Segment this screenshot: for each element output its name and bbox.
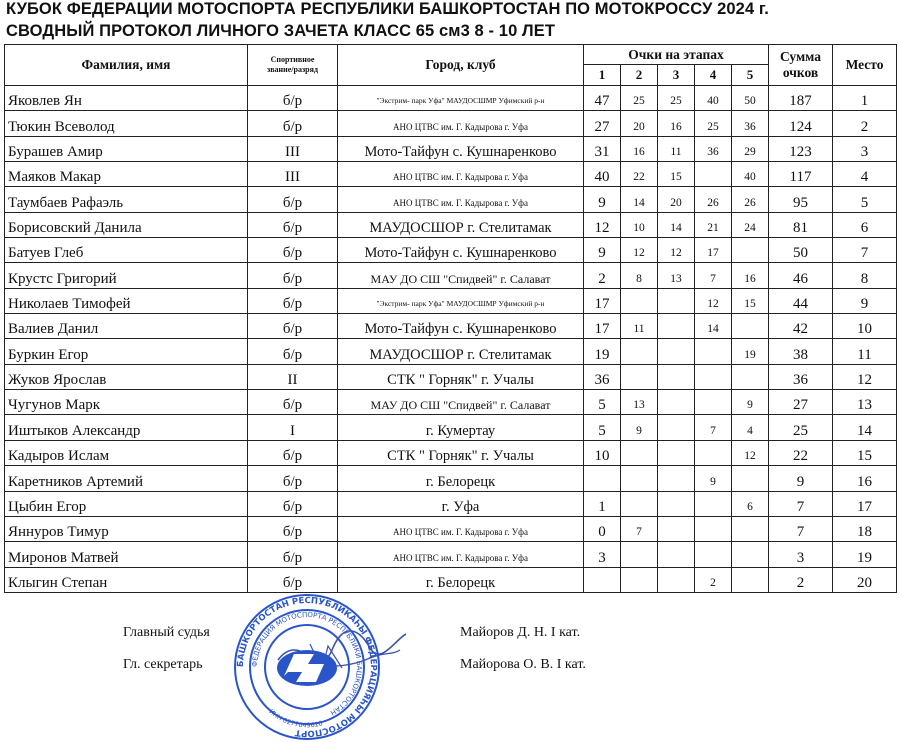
stage-5-score-cell: 26 <box>732 187 769 212</box>
stage-4-score-cell: 14 <box>695 314 732 339</box>
athlete-club-cell: СТК " Горняк" г. Учалы <box>338 440 584 465</box>
stage-5-score-cell: 24 <box>732 212 769 237</box>
organization-stamp <box>232 592 382 742</box>
stage-3-score-cell <box>658 415 695 440</box>
athlete-rank-cell: III <box>248 162 338 187</box>
stage-5-score-cell: 40 <box>732 162 769 187</box>
stage-5-score-cell: 9 <box>732 390 769 415</box>
stage-3-score-cell: 14 <box>658 212 695 237</box>
stage-1-score-cell: 17 <box>584 314 621 339</box>
athlete-rank-cell: I <box>248 415 338 440</box>
table-row <box>5 567 897 592</box>
athlete-name-cell: Валиев Данил <box>5 314 248 339</box>
stage-4-score-cell: 7 <box>695 263 732 288</box>
athlete-club-cell: Мото-Тайфун с. Кушнаренково <box>338 238 584 263</box>
stage-3-score-cell <box>658 542 695 567</box>
athlete-rank-cell: б/р <box>248 440 338 465</box>
header-stage-4: 4 <box>695 65 732 86</box>
header-name: Фамилия, имя <box>5 45 248 86</box>
total-points-cell: 50 <box>769 238 833 263</box>
stage-1-score-cell: 5 <box>584 415 621 440</box>
stage-5-score-cell <box>732 364 769 389</box>
athlete-name-cell: Клыгин Степан <box>5 567 248 592</box>
stage-3-score-cell: 16 <box>658 111 695 136</box>
stage-5-score-cell <box>732 542 769 567</box>
stage-4-score-cell <box>695 339 732 364</box>
stage-5-score-cell: 29 <box>732 136 769 161</box>
table-row <box>5 162 897 187</box>
chief-judge-label: Главный судья <box>123 625 210 640</box>
table-body <box>5 86 897 593</box>
table-row <box>5 390 897 415</box>
stage-3-score-cell <box>658 314 695 339</box>
stage-2-score-cell <box>621 440 658 465</box>
athlete-rank-cell: б/р <box>248 263 338 288</box>
place-cell: 18 <box>833 516 897 541</box>
stage-2-score-cell <box>621 364 658 389</box>
athlete-name-cell: Цыбин Егор <box>5 491 248 516</box>
protocol-title: КУБОК ФЕДЕРАЦИИ МОТОСПОРТА РЕСПУБЛИКИ БАШКОРТОСТАН ПО МОТОКРОССУ 2024 г. <box>6 0 769 18</box>
stage-2-score-cell: 14 <box>621 187 658 212</box>
stamp-inn-text: ИНН 0277049616 <box>267 707 324 730</box>
stage-1-score-cell: 10 <box>584 440 621 465</box>
stage-3-score-cell: 11 <box>658 136 695 161</box>
stage-5-score-cell <box>732 516 769 541</box>
stage-1-score-cell: 47 <box>584 86 621 111</box>
stage-5-score-cell: 19 <box>732 339 769 364</box>
athlete-name-cell: Маяков Макар <box>5 162 248 187</box>
stage-5-score-cell: 4 <box>732 415 769 440</box>
athlete-rank-cell: б/р <box>248 288 338 313</box>
stage-5-score-cell: 50 <box>732 86 769 111</box>
stage-5-score-cell <box>732 466 769 491</box>
athlete-rank-cell: III <box>248 136 338 161</box>
stage-4-score-cell <box>695 162 732 187</box>
total-points-cell: 3 <box>769 542 833 567</box>
stage-4-score-cell: 12 <box>695 288 732 313</box>
athlete-club-cell: АНО ЦТВС им. Г. Кадырова г. Уфа <box>338 187 584 212</box>
stage-2-score-cell: 20 <box>621 111 658 136</box>
stage-2-score-cell: 22 <box>621 162 658 187</box>
stage-2-score-cell <box>621 339 658 364</box>
place-cell: 19 <box>833 542 897 567</box>
athlete-name-cell: Иштыков Александр <box>5 415 248 440</box>
total-points-cell: 95 <box>769 187 833 212</box>
stage-2-score-cell <box>621 542 658 567</box>
stage-2-score-cell: 7 <box>621 516 658 541</box>
protocol-subtitle: СВОДНЫЙ ПРОТОКОЛ ЛИЧНОГО ЗАЧЕТА КЛАСС 65 см3 8 - 10 ЛЕТ <box>6 22 556 40</box>
header-stage-1: 1 <box>584 65 621 86</box>
athlete-club-cell: АНО ЦТВС им. Г. Кадырова г. Уфа <box>338 542 584 567</box>
stage-1-score-cell: 36 <box>584 364 621 389</box>
place-cell: 6 <box>833 212 897 237</box>
total-points-cell: 123 <box>769 136 833 161</box>
athlete-name-cell: Бурашев Амир <box>5 136 248 161</box>
stage-4-score-cell: 40 <box>695 86 732 111</box>
stamp-inner-text: ФЕДЕРАЦИЯ МОТОСПОРТА РЕСПУБЛИКИ БАШКОРТОСТАН <box>250 610 364 717</box>
stage-2-score-cell <box>621 491 658 516</box>
header-stages: Очки на этапах <box>584 45 769 65</box>
athlete-club-cell: СТК " Горняк" г. Учалы <box>338 364 584 389</box>
table-row <box>5 212 897 237</box>
place-cell: 13 <box>833 390 897 415</box>
stage-3-score-cell: 25 <box>658 86 695 111</box>
stage-1-score-cell: 12 <box>584 212 621 237</box>
stage-4-score-cell: 26 <box>695 187 732 212</box>
place-cell: 14 <box>833 415 897 440</box>
results-table <box>4 44 897 593</box>
athlete-club-cell: Мото-Тайфун с. Кушнаренково <box>338 136 584 161</box>
athlete-club-cell: АНО ЦТВС им. Г. Кадырова г. Уфа <box>338 516 584 541</box>
stage-1-score-cell: 17 <box>584 288 621 313</box>
stage-1-score-cell: 19 <box>584 339 621 364</box>
stage-4-score-cell <box>695 364 732 389</box>
table-row <box>5 466 897 491</box>
athlete-rank-cell: б/р <box>248 466 338 491</box>
total-points-cell: 7 <box>769 516 833 541</box>
athlete-rank-cell: б/р <box>248 542 338 567</box>
athlete-rank-cell: б/р <box>248 212 338 237</box>
stage-2-score-cell: 9 <box>621 415 658 440</box>
athlete-club-cell: "Экстрим- парк Уфа" МАУДОСШМР Уфимский р-н <box>338 86 584 111</box>
place-cell: 7 <box>833 238 897 263</box>
athlete-name-cell: Каретников Артемий <box>5 466 248 491</box>
total-points-cell: 7 <box>769 491 833 516</box>
stage-2-score-cell: 11 <box>621 314 658 339</box>
stage-3-score-cell <box>658 466 695 491</box>
stage-1-score-cell <box>584 567 621 592</box>
stage-4-score-cell <box>695 516 732 541</box>
place-cell: 15 <box>833 440 897 465</box>
header-total-line2: очков <box>782 65 819 80</box>
stage-1-score-cell: 9 <box>584 238 621 263</box>
athlete-rank-cell: б/р <box>248 86 338 111</box>
stage-1-score-cell <box>584 466 621 491</box>
stage-3-score-cell: 12 <box>658 238 695 263</box>
table-row <box>5 516 897 541</box>
place-cell: 2 <box>833 111 897 136</box>
total-points-cell: 117 <box>769 162 833 187</box>
stage-2-score-cell: 8 <box>621 263 658 288</box>
table-header <box>5 45 897 86</box>
stage-1-score-cell: 27 <box>584 111 621 136</box>
stage-1-score-cell: 2 <box>584 263 621 288</box>
stage-3-score-cell <box>658 364 695 389</box>
stage-4-score-cell: 21 <box>695 212 732 237</box>
stamp-outer-text: БАШКОРТОСТАН РЕСПУБЛИКАҺЫ ФЕДЕРАЦИЯҺЫ МОТОСПОРТ <box>235 595 379 739</box>
stage-1-score-cell: 0 <box>584 516 621 541</box>
place-cell: 8 <box>833 263 897 288</box>
stage-1-score-cell: 9 <box>584 187 621 212</box>
total-points-cell: 81 <box>769 212 833 237</box>
stage-3-score-cell <box>658 567 695 592</box>
stage-5-score-cell: 6 <box>732 491 769 516</box>
header-club: Город, клуб <box>338 45 584 86</box>
athlete-name-cell: Тюкин Всеволод <box>5 111 248 136</box>
place-cell: 11 <box>833 339 897 364</box>
athlete-rank-cell: II <box>248 364 338 389</box>
place-cell: 12 <box>833 364 897 389</box>
total-points-cell: 9 <box>769 466 833 491</box>
table-row <box>5 542 897 567</box>
place-cell: 20 <box>833 567 897 592</box>
athlete-rank-cell: б/р <box>248 491 338 516</box>
athlete-rank-cell: б/р <box>248 567 338 592</box>
stage-5-score-cell <box>732 567 769 592</box>
stage-3-score-cell <box>658 390 695 415</box>
stage-1-score-cell: 40 <box>584 162 621 187</box>
stage-4-score-cell <box>695 440 732 465</box>
stage-4-score-cell: 36 <box>695 136 732 161</box>
stage-2-score-cell <box>621 567 658 592</box>
stage-4-score-cell <box>695 542 732 567</box>
athlete-club-cell: МАУ ДО СШ "Спидвей" г. Салават <box>338 263 584 288</box>
table-row <box>5 491 897 516</box>
table-row <box>5 187 897 212</box>
total-points-cell: 27 <box>769 390 833 415</box>
stage-2-score-cell: 12 <box>621 238 658 263</box>
place-cell: 3 <box>833 136 897 161</box>
athlete-name-cell: Борисовский Данила <box>5 212 248 237</box>
stage-1-score-cell: 1 <box>584 491 621 516</box>
athlete-name-cell: Таумбаев Рафаэль <box>5 187 248 212</box>
header-place: Место <box>833 45 897 86</box>
stage-4-score-cell <box>695 491 732 516</box>
athlete-club-cell: г. Белорецк <box>338 466 584 491</box>
stage-1-score-cell: 5 <box>584 390 621 415</box>
header-rank <box>248 45 338 86</box>
athlete-club-cell: МАУ ДО СШ "Спидвей" г. Салават <box>338 390 584 415</box>
athlete-rank-cell: б/р <box>248 111 338 136</box>
stage-3-score-cell <box>658 491 695 516</box>
place-cell: 4 <box>833 162 897 187</box>
athlete-club-cell: г. Уфа <box>338 491 584 516</box>
stage-4-score-cell: 17 <box>695 238 732 263</box>
total-points-cell: 2 <box>769 567 833 592</box>
stage-1-score-cell: 31 <box>584 136 621 161</box>
athlete-name-cell: Николаев Тимофей <box>5 288 248 313</box>
total-points-cell: 187 <box>769 86 833 111</box>
athlete-club-cell: МАУДОСШОР г. Стелитамак <box>338 339 584 364</box>
stage-3-score-cell: 13 <box>658 263 695 288</box>
stage-2-score-cell <box>621 466 658 491</box>
place-cell: 10 <box>833 314 897 339</box>
table-row <box>5 86 897 111</box>
stage-5-score-cell <box>732 314 769 339</box>
total-points-cell: 38 <box>769 339 833 364</box>
total-points-cell: 46 <box>769 263 833 288</box>
athlete-name-cell: Миронов Матвей <box>5 542 248 567</box>
table-row <box>5 288 897 313</box>
athlete-club-cell: МАУДОСШОР г. Стелитамак <box>338 212 584 237</box>
stamp-logo-icon <box>277 650 337 686</box>
athlete-name-cell: Буркин Егор <box>5 339 248 364</box>
total-points-cell: 36 <box>769 364 833 389</box>
table-row <box>5 364 897 389</box>
athlete-club-cell: г. Белорецк <box>338 567 584 592</box>
total-points-cell: 22 <box>769 440 833 465</box>
table-row <box>5 415 897 440</box>
athlete-club-cell: г. Кумертау <box>338 415 584 440</box>
athlete-name-cell: Чугунов Марк <box>5 390 248 415</box>
athlete-club-cell: "Экстрим- парк Уфа" МАУДОСШМР Уфимский р-н <box>338 288 584 313</box>
total-points-cell: 44 <box>769 288 833 313</box>
chief-judge-name: Майоров Д. Н. I кат. <box>460 625 581 640</box>
stage-2-score-cell <box>621 288 658 313</box>
header-stage-2: 2 <box>621 65 658 86</box>
table-row <box>5 238 897 263</box>
header-total <box>769 45 833 86</box>
table-row <box>5 440 897 465</box>
stage-5-score-cell: 15 <box>732 288 769 313</box>
athlete-club-cell: АНО ЦТВС им. Г. Кадырова г. Уфа <box>338 162 584 187</box>
stage-2-score-cell: 13 <box>621 390 658 415</box>
stage-3-score-cell <box>658 288 695 313</box>
table-row <box>5 339 897 364</box>
header-stage-5: 5 <box>732 65 769 86</box>
stage-4-score-cell: 25 <box>695 111 732 136</box>
stage-5-score-cell: 36 <box>732 111 769 136</box>
stage-4-score-cell: 7 <box>695 415 732 440</box>
stage-4-score-cell: 9 <box>695 466 732 491</box>
stage-3-score-cell <box>658 440 695 465</box>
athlete-name-cell: Кадыров Ислам <box>5 440 248 465</box>
place-cell: 5 <box>833 187 897 212</box>
stage-5-score-cell: 12 <box>732 440 769 465</box>
stage-3-score-cell <box>658 339 695 364</box>
place-cell: 16 <box>833 466 897 491</box>
athlete-name-cell: Яковлев Ян <box>5 86 248 111</box>
chief-secretary-label: Гл. секретарь <box>123 657 203 672</box>
athlete-name-cell: Батуев Глеб <box>5 238 248 263</box>
place-cell: 17 <box>833 491 897 516</box>
header-total-line1: Сумма <box>780 49 822 64</box>
stage-3-score-cell: 15 <box>658 162 695 187</box>
header-rank-line2: звание/разряд <box>266 65 318 74</box>
stage-5-score-cell: 16 <box>732 263 769 288</box>
place-cell: 1 <box>833 86 897 111</box>
total-points-cell: 25 <box>769 415 833 440</box>
header-rank-line1: Спортивное <box>270 55 315 64</box>
stage-1-score-cell: 3 <box>584 542 621 567</box>
stage-2-score-cell: 10 <box>621 212 658 237</box>
stage-2-score-cell: 16 <box>621 136 658 161</box>
table-row <box>5 263 897 288</box>
header-stage-3: 3 <box>658 65 695 86</box>
stage-2-score-cell: 25 <box>621 86 658 111</box>
stage-3-score-cell <box>658 516 695 541</box>
athlete-rank-cell: б/р <box>248 516 338 541</box>
athlete-rank-cell: б/р <box>248 339 338 364</box>
athlete-rank-cell: б/р <box>248 187 338 212</box>
stage-5-score-cell <box>732 238 769 263</box>
table-row <box>5 314 897 339</box>
athlete-club-cell: Мото-Тайфун с. Кушнаренково <box>338 314 584 339</box>
total-points-cell: 42 <box>769 314 833 339</box>
athlete-name-cell: Яннуров Тимур <box>5 516 248 541</box>
athlete-rank-cell: б/р <box>248 314 338 339</box>
athlete-club-cell: АНО ЦТВС им. Г. Кадырова г. Уфа <box>338 111 584 136</box>
stage-4-score-cell: 2 <box>695 567 732 592</box>
athlete-rank-cell: б/р <box>248 238 338 263</box>
chief-secretary-name: Майорова О. В. I кат. <box>460 657 586 672</box>
total-points-cell: 124 <box>769 111 833 136</box>
athlete-name-cell: Жуков Ярослав <box>5 364 248 389</box>
athlete-rank-cell: б/р <box>248 390 338 415</box>
stage-4-score-cell <box>695 390 732 415</box>
athlete-name-cell: Крустс Григорий <box>5 263 248 288</box>
table-row <box>5 111 897 136</box>
table-row <box>5 136 897 161</box>
stage-3-score-cell: 20 <box>658 187 695 212</box>
place-cell: 9 <box>833 288 897 313</box>
